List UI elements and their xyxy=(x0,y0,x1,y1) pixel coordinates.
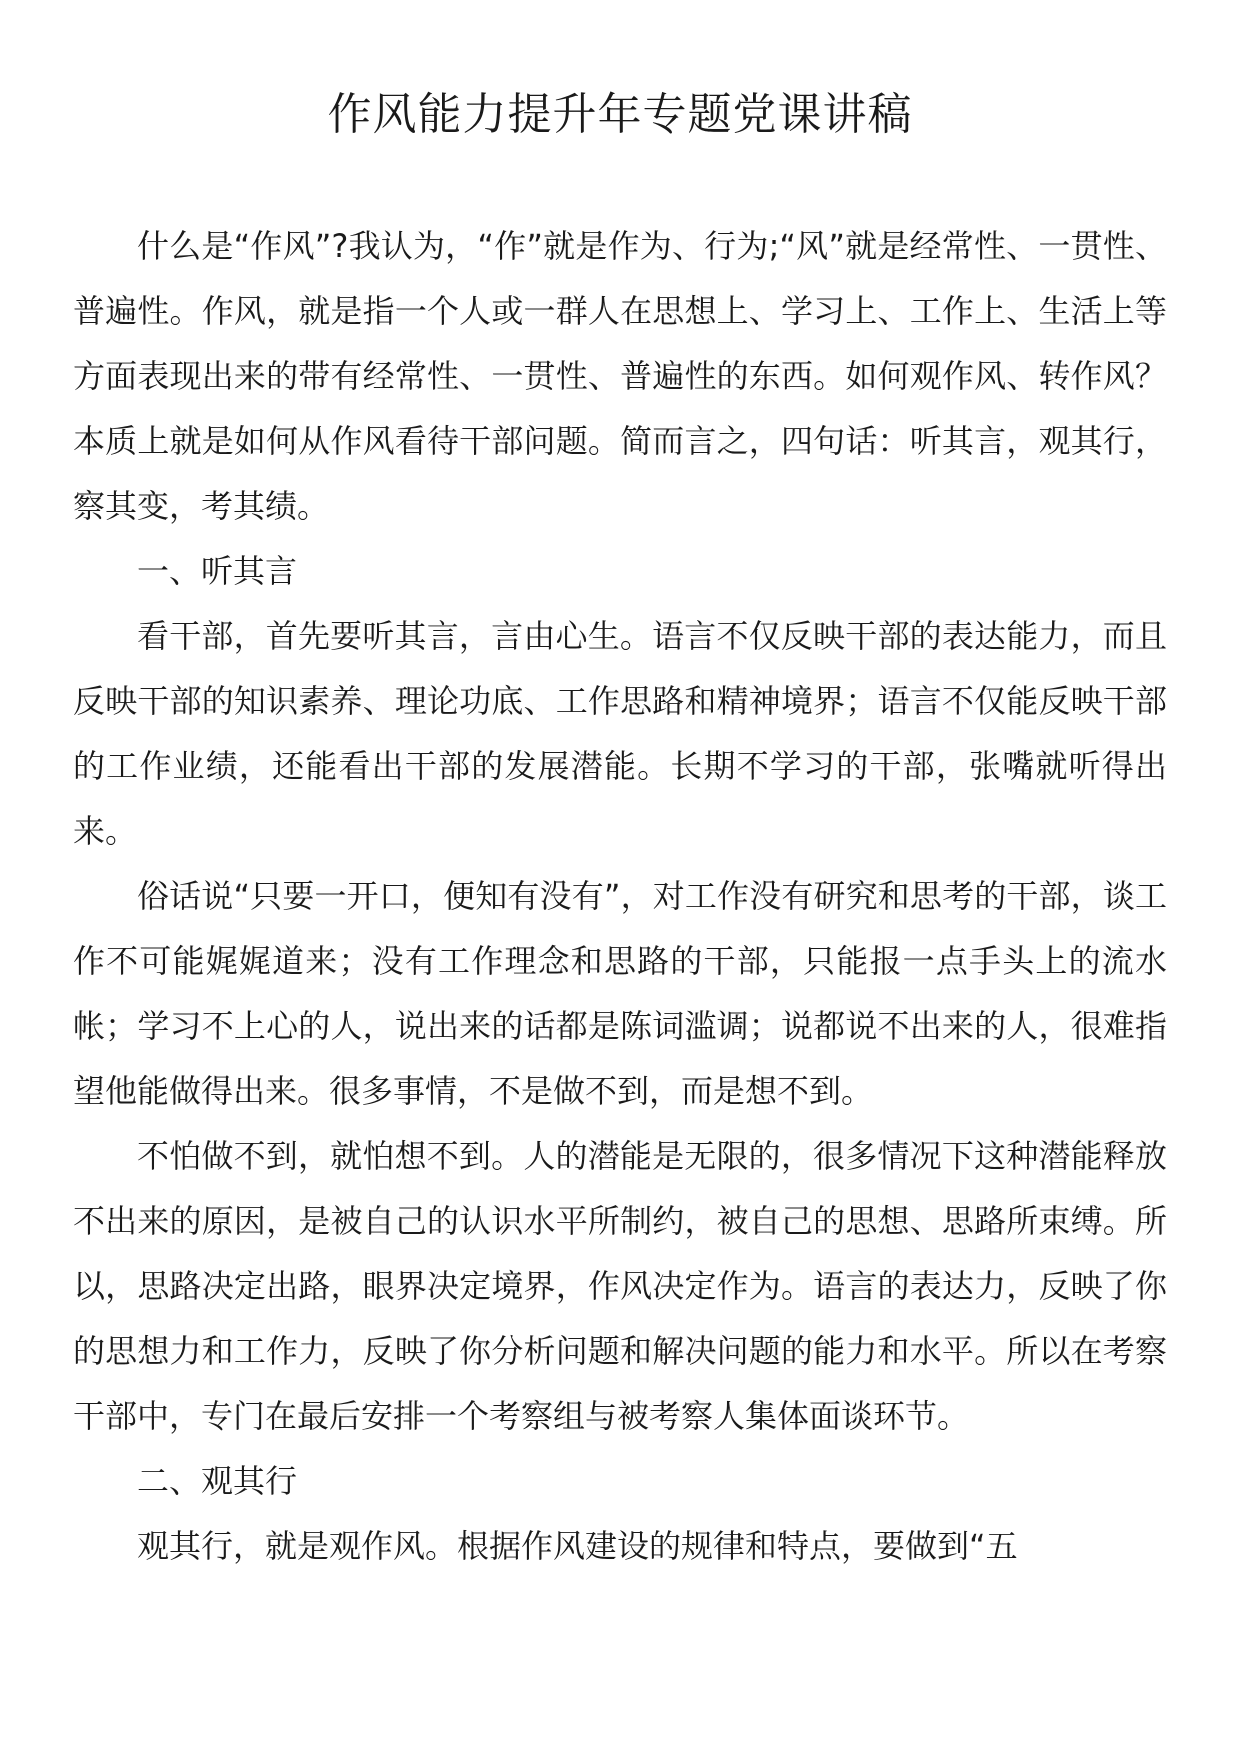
section-heading-1: 一、听其言 xyxy=(137,552,298,590)
section-heading-2: 二、观其行 xyxy=(137,1462,298,1500)
paragraph-listen-3: 不怕做不到，就怕想不到。人的潜能是无限的，很多情况下这种潜能释放不出来的原因，是被自己的认识水平所制约，被自己的思想、思路所束缚。所以，思路决定出路，眼界决定境界，作风决定作为。语言的表达力，反映了你的思想力和工作力，反映了你分析问题和解决问题的能力和水平。所以在考察干部中，专门在最后安排一个考察组与被考察人集体面谈环节。 xyxy=(73,1137,1167,1435)
paragraph-listen-2: 俗话说“只要一开口，便知有没有”，对工作没有研究和思考的干部，谈工作不可能娓娓道来；没有工作理念和思路的干部，只能报一点手头上的流水帐；学习不上心的人，说出来的话都是陈词滥调；说都说不出来的人，很难指望他能做得出来。很多事情，不是做不到，而是想不到。 xyxy=(73,877,1167,1110)
paragraph-listen-1: 看干部，首先要听其言，言由心生。语言不仅反映干部的表达能力，而且反映干部的知识素养、理论功底、工作思路和精神境界；语言不仅能反映干部的工作业绩，还能看出干部的发展潜能。长期不学习的干部，张嘴就听得出来。 xyxy=(73,617,1167,850)
paragraph-observe-1: 观其行，就是观作风。根据作风建设的规律和特点，要做到“五 xyxy=(137,1527,1018,1565)
document-body xyxy=(73,214,1167,1579)
document-title: 作风能力提升年专题党课讲稿 xyxy=(327,89,913,140)
paragraph-intro: 什么是“作风”?我认为，“作”就是作为、行为;“风”就是经常性、一贯性、普遍性。作风，就是指一个人或一群人在思想上、学习上、工作上、生活上等方面表现出来的带有经常性、一贯性、普遍性的东西。如何观作风、转作风？本质上就是如何从作风看待干部问题。简而言之，四句话：听其言，观其行，察其变，考其绩。 xyxy=(73,227,1167,525)
